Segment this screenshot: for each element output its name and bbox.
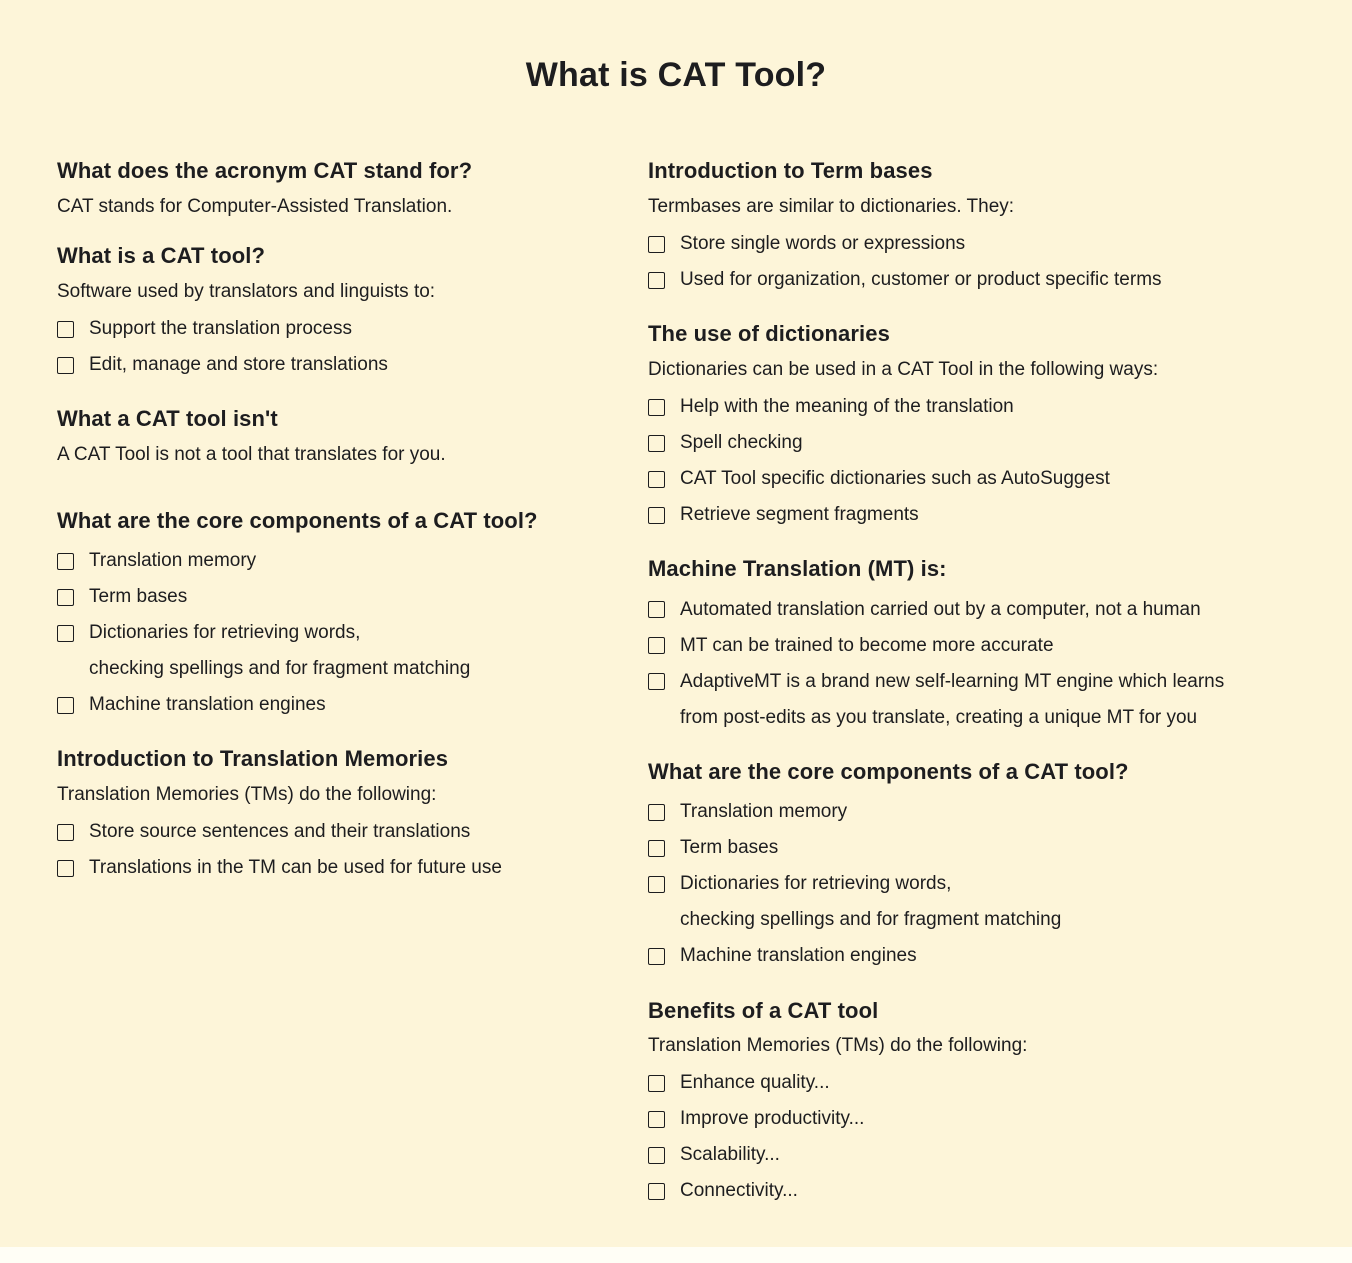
checklist-item bbox=[648, 226, 1295, 262]
checklist-item bbox=[57, 543, 648, 579]
checkbox-icon[interactable] bbox=[57, 321, 74, 338]
checklist-item-continuation: checking spellings and for fragment matching bbox=[680, 909, 1062, 931]
section-acronym bbox=[57, 157, 648, 220]
section-use-of-dictionaries bbox=[648, 320, 1295, 533]
checkbox-icon[interactable] bbox=[648, 673, 665, 690]
checkbox-icon[interactable] bbox=[648, 1075, 665, 1092]
checkbox-icon[interactable] bbox=[648, 399, 665, 416]
checkbox-icon[interactable] bbox=[648, 948, 665, 965]
checklist-item bbox=[648, 628, 1295, 664]
checklist-item bbox=[648, 592, 1295, 628]
checkbox-icon[interactable] bbox=[648, 1147, 665, 1164]
checklist-item-label: Machine translation engines bbox=[89, 693, 326, 715]
section-what-cat-tool-isnt bbox=[57, 405, 648, 468]
checklist-item-label: Translations in the TM can be used for future use bbox=[89, 857, 502, 878]
section-heading: The use of dictionaries bbox=[648, 321, 890, 347]
checklist-item bbox=[648, 461, 1295, 497]
checkbox-icon[interactable] bbox=[648, 1183, 665, 1200]
section-benefits bbox=[648, 997, 1295, 1210]
checklist-item-label: Improve productivity... bbox=[680, 1108, 865, 1130]
checkbox-icon[interactable] bbox=[57, 697, 74, 714]
checklist-item bbox=[648, 389, 1295, 425]
checklist-item bbox=[648, 939, 1295, 975]
checkbox-icon[interactable] bbox=[648, 272, 665, 289]
checkbox-icon[interactable] bbox=[648, 840, 665, 857]
checklist-item bbox=[57, 579, 648, 615]
section-heading: What are the core components of a CAT tool? bbox=[648, 758, 1129, 784]
checkbox-icon[interactable] bbox=[57, 589, 74, 606]
content-columns bbox=[0, 157, 1352, 1232]
checklist-item-label: Store single words or expressions bbox=[680, 232, 966, 254]
checklist-item bbox=[648, 262, 1295, 298]
section-intro: Software used by translators and linguists to: bbox=[57, 280, 436, 302]
checkbox-icon[interactable] bbox=[648, 876, 665, 893]
section-heading: Benefits of a CAT tool bbox=[648, 997, 879, 1023]
checklist-item-label: CAT Tool specific dictionaries such as AutoSuggest bbox=[680, 468, 1110, 490]
checklist-item bbox=[648, 497, 1295, 533]
checklist-item-label: Support the translation process bbox=[89, 318, 352, 340]
checklist-item bbox=[648, 1066, 1295, 1102]
checkbox-icon[interactable] bbox=[648, 236, 665, 253]
checklist-item-label: Machine translation engines bbox=[680, 945, 917, 967]
checkbox-icon[interactable] bbox=[648, 507, 665, 524]
section-heading: What is a CAT tool? bbox=[57, 243, 266, 269]
checkbox-icon[interactable] bbox=[57, 824, 74, 841]
section-heading: What a CAT tool isn't bbox=[57, 406, 278, 432]
left-column bbox=[57, 157, 648, 1232]
checklist-item-label: Edit, manage and store translations bbox=[89, 354, 388, 376]
section-heading: Machine Translation (MT) is: bbox=[648, 556, 947, 582]
checklist-item-label: Retrieve segment fragments bbox=[680, 504, 919, 526]
section-core-components-right bbox=[648, 758, 1295, 975]
checkbox-icon[interactable] bbox=[648, 601, 665, 618]
checkbox-icon[interactable] bbox=[57, 625, 74, 642]
checklist-item-label: Connectivity... bbox=[680, 1180, 798, 1202]
page-title: What is CAT Tool? bbox=[525, 56, 827, 94]
checklist-item-continuation: from post-edits as you translate, creating a unique MT for you bbox=[680, 706, 1198, 728]
section-machine-translation bbox=[648, 555, 1295, 736]
checklist-item-label: Dictionaries for retrieving words, bbox=[89, 621, 361, 643]
checklist-item-label: Store source sentences and their translations bbox=[89, 821, 471, 842]
section-intro: A CAT Tool is not a tool that translates for you. bbox=[57, 443, 446, 465]
checklist-item bbox=[648, 425, 1295, 461]
checklist-item-continuation: checking spellings and for fragment matching bbox=[89, 657, 471, 679]
checkbox-icon[interactable] bbox=[648, 435, 665, 452]
checklist-item-label: Automated translation carried out by a computer, not a human bbox=[680, 598, 1201, 620]
checklist-item-label: MT can be trained to become more accurate bbox=[680, 634, 1054, 656]
section-intro-translation-memories bbox=[57, 745, 648, 886]
checklist-item bbox=[57, 347, 648, 383]
checklist-item bbox=[648, 795, 1295, 831]
checkbox-icon[interactable] bbox=[648, 637, 665, 654]
checkbox-icon[interactable] bbox=[648, 1111, 665, 1128]
checklist-item bbox=[648, 831, 1295, 867]
section-intro: Translation Memories (TMs) do the following: bbox=[57, 783, 437, 805]
checklist-item-label: Enhance quality... bbox=[680, 1072, 830, 1094]
checklist-item bbox=[648, 664, 1295, 700]
section-heading: What are the core components of a CAT tool? bbox=[57, 507, 538, 533]
checkbox-icon[interactable] bbox=[57, 860, 74, 877]
checklist-item bbox=[648, 1138, 1295, 1174]
checklist-item bbox=[57, 850, 648, 886]
section-what-is-cat-tool bbox=[57, 242, 648, 383]
section-intro: Translation Memories (TMs) do the following: bbox=[648, 1035, 1028, 1057]
section-intro-term-bases bbox=[648, 157, 1295, 298]
checkbox-icon[interactable] bbox=[57, 357, 74, 374]
checkbox-icon[interactable] bbox=[57, 553, 74, 570]
checklist-item-label: Spell checking bbox=[680, 432, 803, 454]
section-heading: Introduction to Translation Memories bbox=[57, 746, 449, 772]
bottom-strip bbox=[0, 1247, 1352, 1263]
checklist-item bbox=[648, 867, 1295, 903]
section-intro: CAT stands for Computer-Assisted Translation. bbox=[57, 195, 453, 217]
checklist-item-label: Help with the meaning of the translation bbox=[680, 396, 1014, 418]
section-intro: Dictionaries can be used in a CAT Tool in the following ways: bbox=[648, 358, 1159, 380]
section-heading: Introduction to Term bases bbox=[648, 158, 933, 183]
checklist-item bbox=[57, 615, 648, 651]
checklist-item bbox=[648, 1102, 1295, 1138]
checklist-item bbox=[648, 1174, 1295, 1210]
section-intro: Termbases are similar to dictionaries. They: bbox=[648, 195, 1015, 217]
checklist-item-label: Scalability... bbox=[680, 1144, 780, 1166]
checkbox-icon[interactable] bbox=[648, 471, 665, 488]
section-core-components-left bbox=[57, 507, 648, 724]
section-heading: What does the acronym CAT stand for? bbox=[57, 158, 473, 183]
checklist-item bbox=[57, 687, 648, 723]
checklist-item-label: Used for organization, customer or product specific terms bbox=[680, 268, 1162, 290]
checklist-item bbox=[57, 311, 648, 347]
checklist-item-label: Translation memory bbox=[89, 549, 257, 571]
checklist-item-label: Term bases bbox=[89, 585, 188, 607]
checklist-item-label: Term bases bbox=[680, 837, 779, 859]
checklist-item-label: Dictionaries for retrieving words, bbox=[680, 873, 952, 895]
checklist-item-label: Translation memory bbox=[680, 801, 848, 823]
checkbox-icon[interactable] bbox=[648, 804, 665, 821]
right-column bbox=[648, 157, 1295, 1232]
checklist-item bbox=[57, 814, 648, 850]
checklist-item-label: AdaptiveMT is a brand new self-learning MT engine which learns bbox=[680, 670, 1225, 692]
